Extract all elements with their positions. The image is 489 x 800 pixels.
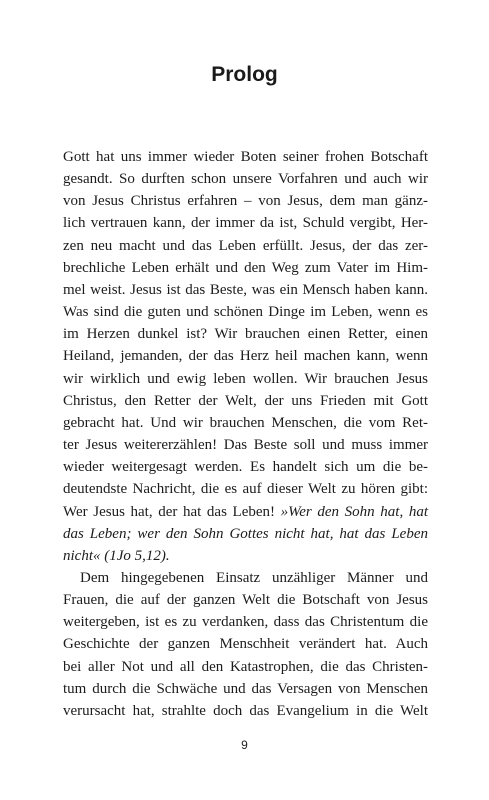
text-line: Geschichte der ganzen Menschheit verändert hat. Auch <box>63 636 428 653</box>
text-line: Frauen, die auf der ganzen Welt die Botschaft von Jesus <box>63 592 428 609</box>
text-line: tum durch die Schwäche und das Versagen von Menschen <box>63 680 428 697</box>
text-line: von Jesus Christus erfahren – von Jesus, dem man gänz- <box>63 193 428 210</box>
text-line: lich vertrauen kann, der immer da ist, Schuld vergibt, Her- <box>63 215 428 232</box>
bible-quote-text: »Wer den Sohn hat, hat <box>280 503 428 520</box>
text-line: gesandt. So durften schon unsere Vorfahren und auch wir <box>63 171 428 188</box>
text-line: Dem hingegebenen Einsatz unzähliger Männer und <box>80 569 428 586</box>
text-line: wieder weitergesagt werden. Es handelt sich um die be- <box>63 459 428 476</box>
body-text <box>63 146 428 722</box>
chapter-title: Prolog <box>211 63 278 86</box>
text-line: mel weist. Jesus ist das Beste, was ein Mensch haben kann. <box>63 281 428 298</box>
text-line: Christus, den Retter der Welt, der uns Frieden mit Gott <box>63 392 428 409</box>
text-line: bei aller Not und all den Katastrophen, die das Christen- <box>63 658 428 675</box>
text-line: Heiland, jemanden, der das Herz heil machen kann, wenn <box>63 348 428 365</box>
text-line: zen neu macht und das Leben erfüllt. Jesus, der das zer- <box>63 237 428 254</box>
text-line <box>63 501 428 523</box>
text-line: wir wirklich und ewig leben wollen. Wir brauchen Jesus <box>63 370 428 387</box>
text-line: weitergeben, ist es zu verdanken, dass das Christentum die <box>63 614 428 631</box>
text-line: ter Jesus weitererzählen! Das Beste soll und muss immer <box>63 437 428 454</box>
bible-quote-text: das Leben; wer den Sohn Gottes nicht hat, hat das Leben <box>63 525 428 542</box>
text-line: brechliche Leben erhält und den Weg zum Vater im Him- <box>63 259 428 276</box>
text-line: Gott hat uns immer wieder Boten seiner frohen Botschaft <box>63 149 428 165</box>
bible-quote-reference: nicht« (1Jo 5,12). <box>63 547 170 564</box>
text-line: im Herzen dunkel ist? Wir brauchen einen Retter, einen <box>63 326 428 343</box>
text-line: Was sind die guten und schönen Dinge im Leben, wenn es <box>63 304 428 321</box>
paragraph <box>63 146 428 567</box>
text-line: deutendste Nachricht, die es auf dieser Welt zu hören gibt: <box>63 481 428 498</box>
page-number: 9 <box>241 738 248 752</box>
text-line: gebracht hat. Und wir brauchen Menschen, die vom Ret- <box>63 414 428 431</box>
text-line: verursacht hat, strahlte doch das Evangelium in die Welt <box>63 702 428 719</box>
paragraph <box>63 567 428 722</box>
text-line-roman-part: Wer Jesus hat, der hat das Leben! <box>63 503 276 520</box>
